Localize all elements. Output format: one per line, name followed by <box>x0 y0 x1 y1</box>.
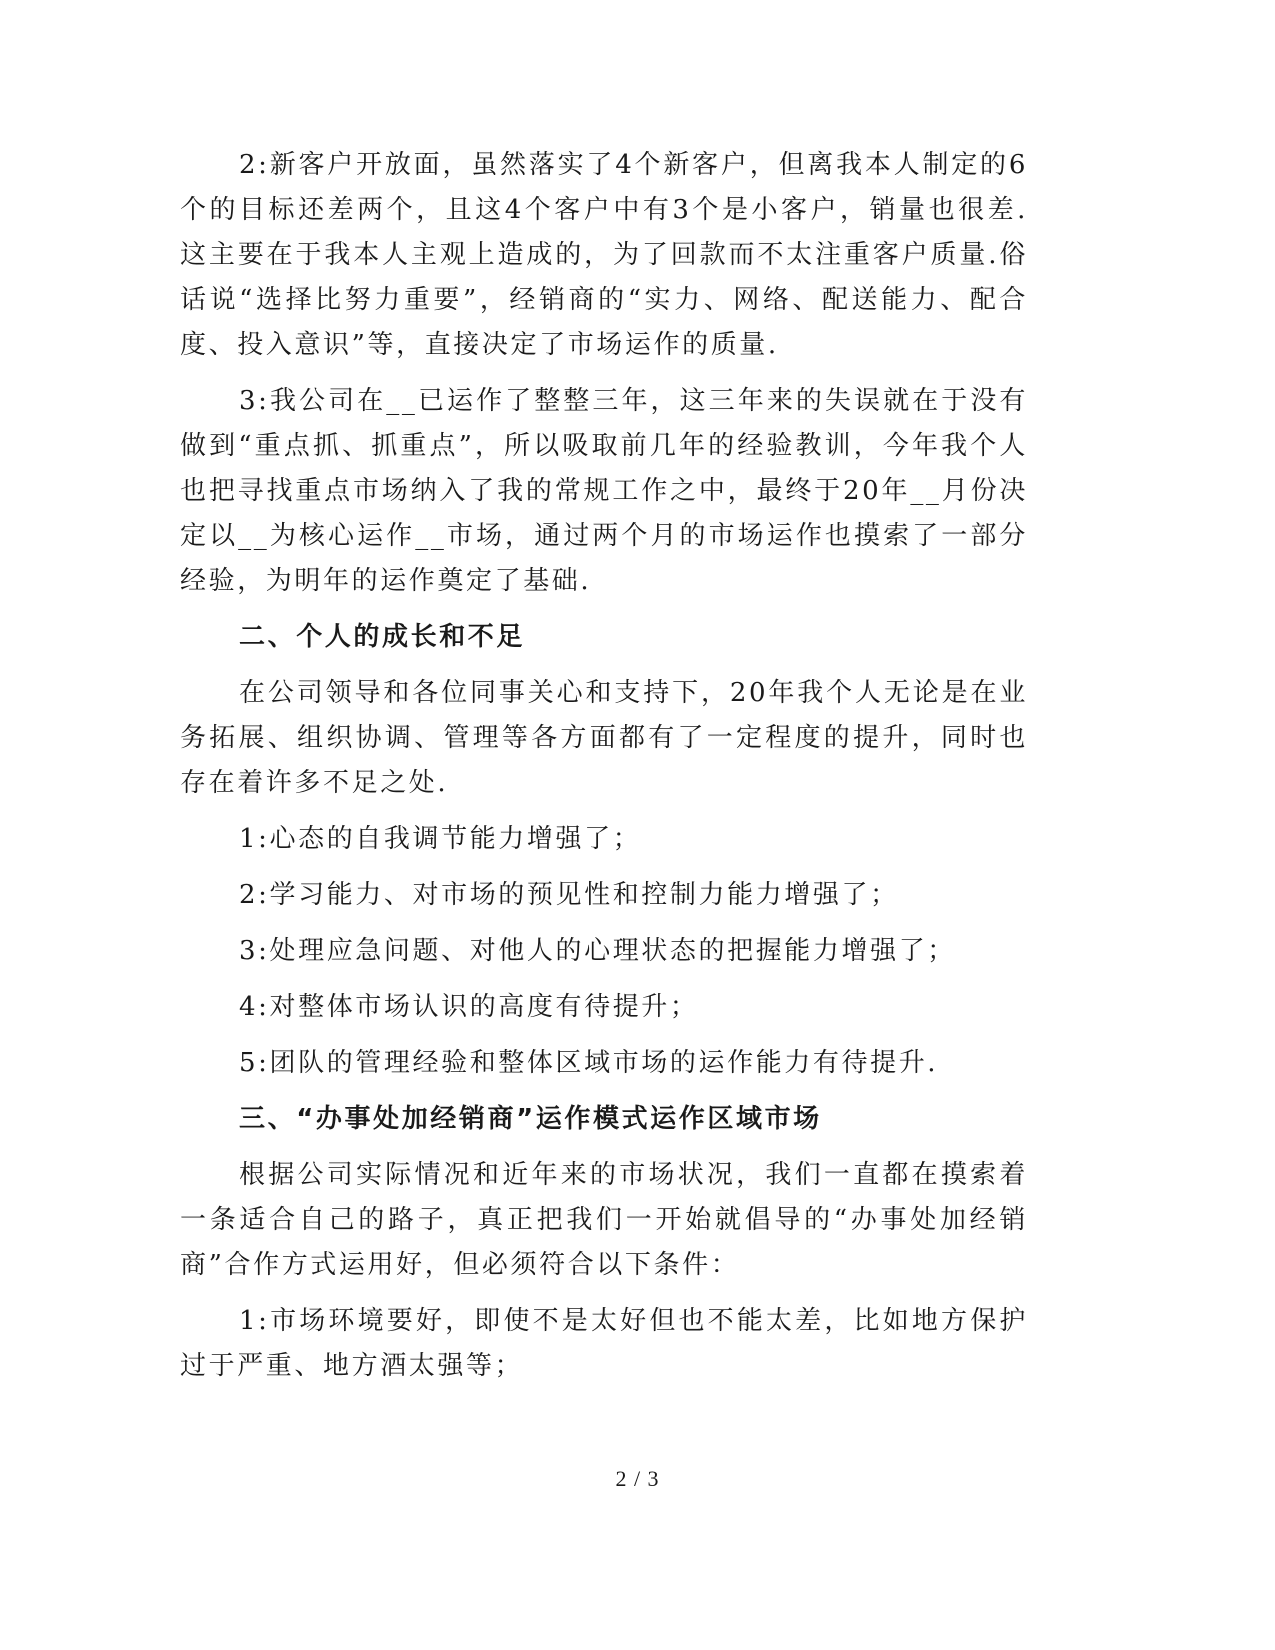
list-item: 3:处理应急问题、对他人的心理状态的把握能力增强了； <box>239 936 956 966</box>
document-body <box>180 143 1028 1400</box>
paragraph-new-customers: 2:新客户开放面，虽然落实了4个新客户，但离我本人制定的6个的目标还差两个，且这4个客户中有3个是小客户，销量也很差.这主要在于我本人主观上造成的，为了回款而不太注重客户质量.俗话说“选择比努力重要”，经销商的“实力、网络、配送能力、配合度、投入意识”等，直接决定了市场运作的质量. <box>180 150 1028 360</box>
paragraph-growth-intro: 在公司领导和各位同事关心和支持下，20年我个人无论是在业务拓展、组织协调、管理等各方面都有了一定程度的提升，同时也存在着许多不足之处. <box>180 678 1028 798</box>
paragraph-key-market: 3:我公司在__已运作了整整三年，这三年来的失误就在于没有做到“重点抓、抓重点”，所以吸取前几年的经验教训，今年我个人也把寻找重点市场纳入了我的常规工作之中，最终于20年__月份决定以__为核心运作__市场，通过两个月的市场运作也摸索了一部分经验，为明年的运作奠定了基础. <box>180 386 1028 596</box>
list-item: 2:学习能力、对市场的预见性和控制力能力增强了； <box>239 880 899 910</box>
list-item: 5:团队的管理经验和整体区域市场的运作能力有待提升. <box>239 1048 939 1078</box>
section-heading-growth: 二、个人的成长和不足 <box>239 622 526 652</box>
section-heading-office-model: 三、“办事处加经销商”运作模式运作区域市场 <box>239 1104 822 1134</box>
paragraph-office-model-intro: 根据公司实际情况和近年来的市场状况，我们一直都在摸索着一条适合自己的路子，真正把我们一开始就倡导的“办事处加经销商”合作方式运用好，但必须符合以下条件： <box>180 1160 1028 1280</box>
list-item: 4:对整体市场认识的高度有待提升； <box>239 992 699 1022</box>
page-number: 2 / 3 <box>615 1466 660 1491</box>
list-item: 1:心态的自我调节能力增强了； <box>239 824 642 854</box>
list-item: 1:市场环境要好，即使不是太好但也不能太差，比如地方保护过于严重、地方酒太强等； <box>180 1306 1028 1381</box>
